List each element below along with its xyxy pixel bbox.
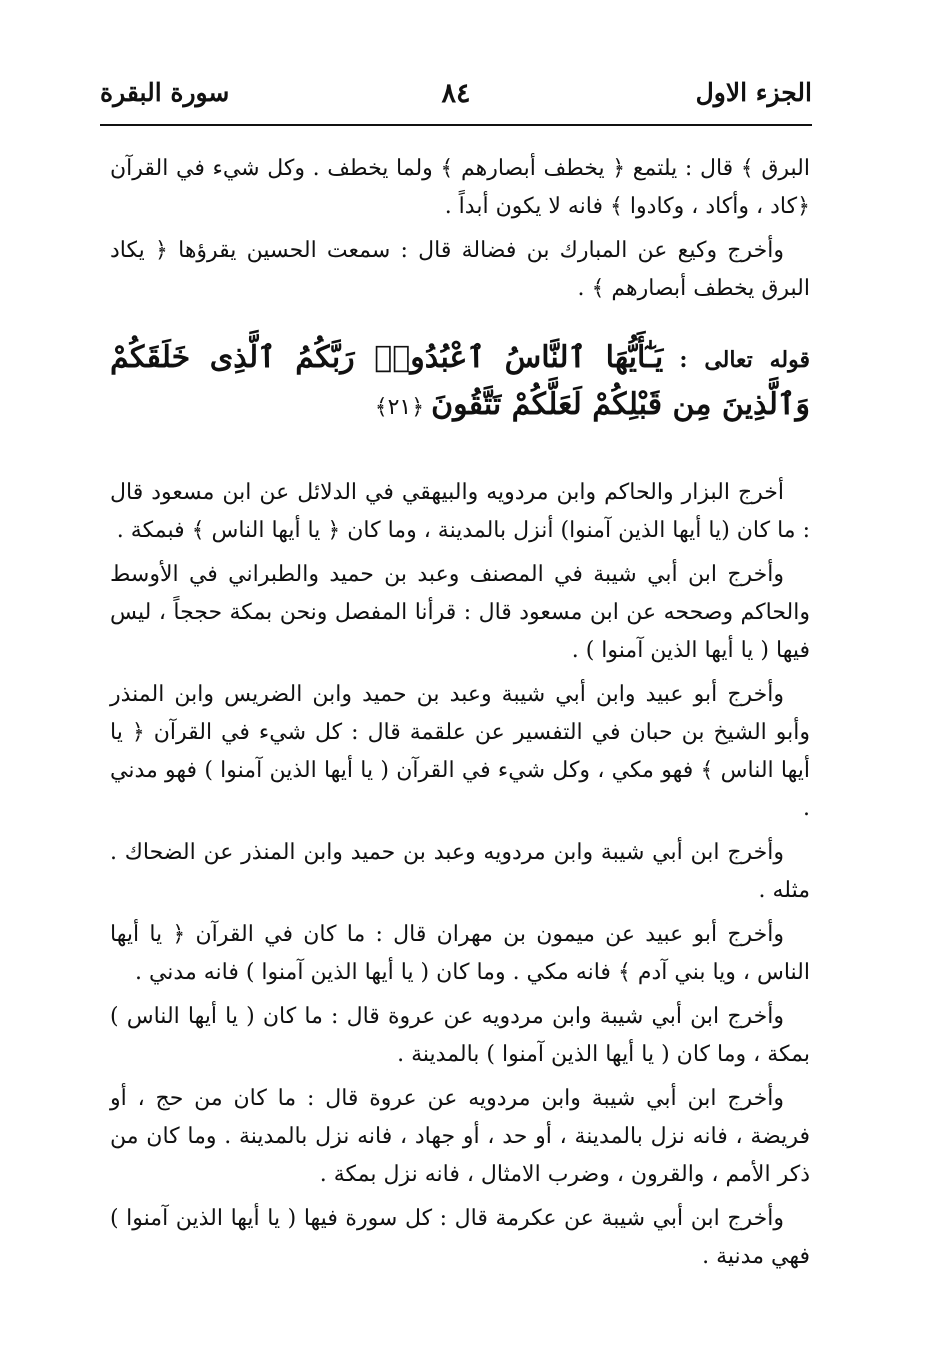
- header-divider: [100, 124, 812, 126]
- verse-text: يَـٰٓأَيُّهَا ٱلنَّاسُ ٱعْبُدُوا۟ رَبَّكُمُ ٱلَّذِى خَلَقَكُمْ وَٱلَّذِينَ مِن قَبْلِكُمْ لَعَلَّكُمْ تَتَّقُونَ: [110, 340, 810, 422]
- paragraph-3: أخرج البزار والحاكم وابن مردويه والبيهقي في الدلائل عن ابن مسعود قال : ما كان (يا أيها الذين آمنوا) أنزل بالمدينة ، وما كان ﴿ يا أيها الناس ﴾ فبمكة .: [110, 480, 810, 543]
- paragraph-10: وأخرج ابن أبي شيبة عن عكرمة قال : كل سورة فيها ( يا أيها الذين آمنوا ) فهي مدنية .: [110, 1206, 810, 1269]
- page-header: [100, 78, 812, 126]
- quran-verse-block: [110, 336, 810, 430]
- verse-intro: قوله تعالى :: [679, 347, 810, 373]
- surah-label: سورة البقرة: [100, 78, 230, 107]
- page-number: ٨٤: [441, 78, 471, 109]
- paragraph-4: وأخرج ابن أبي شيبة في المصنف وعبد بن حميد والطبراني في الأوسط والحاكم وصححه عن ابن مسعود قال : قرأنا المفصل ونحن بمكة حججاً ، ليس فيها ( يا أيها الذين آمنوا ) .: [110, 562, 811, 663]
- verse-number-mark: ﴿٢١﴾: [374, 395, 425, 420]
- paragraph-7: وأخرج أبو عبيد عن ميمون بن مهران قال : ما كان في القرآن ﴿ يا أيها الناس ، ويا بني آدم ﴾ فانه مكي . وما كان ( يا أيها الذين آمنوا ) فانه مدني .: [110, 922, 810, 985]
- paragraph-6: وأخرج ابن أبي شيبة وابن مردويه وعبد بن حميد وابن المنذر عن الضحاك . مثله .: [110, 840, 810, 903]
- paragraph-8: وأخرج ابن أبي شيبة وابن مردويه عن عروة قال : ما كان ( يا أيها الناس ) بمكة ، وما كان ( يا أيها الذين آمنوا ) بالمدينة .: [110, 1004, 810, 1067]
- page-body: [110, 150, 810, 1282]
- part-label: الجزء الاول: [695, 78, 812, 107]
- paragraph-9: وأخرج ابن أبي شيبة وابن مردويه عن عروة قال : ما كان من حج ، أو فريضة ، فانه نزل بالمدينة ، أو حد ، أو جهاد ، فانه نزل بالمدينة . وما كان من ذكر الأمم ، والقرون ، وضرب الامثال ، فانه نزل بمكة .: [110, 1086, 810, 1187]
- paragraph-2: وأخرج وكيع عن المبارك بن فضالة قال : سمعت الحسين يقرؤها ﴿ يكاد البرق يخطف أبصارهم ﴾ .: [110, 238, 810, 301]
- paragraph-1: البرق ﴾ قال : يلتمع ﴿ يخطف أبصارهم ﴾ ولما يخطف . وكل شيء في القرآن ﴿كاد ، وأكاد ، وكادوا ﴾ فانه لا يكون أبداً .: [110, 156, 810, 219]
- paragraph-5: وأخرج أبو عبيد وابن أبي شيبة وعبد بن حميد وابن الضريس وابن المنذر وأبو الشيخ بن حبان في التفسير عن علقمة قال : كل شيء في القرآن ﴿ يا أيها الناس ﴾ فهو مكي ، وكل شيء في القرآن ( يا أيها الذين آمنوا ) فهو مدني .: [110, 682, 810, 821]
